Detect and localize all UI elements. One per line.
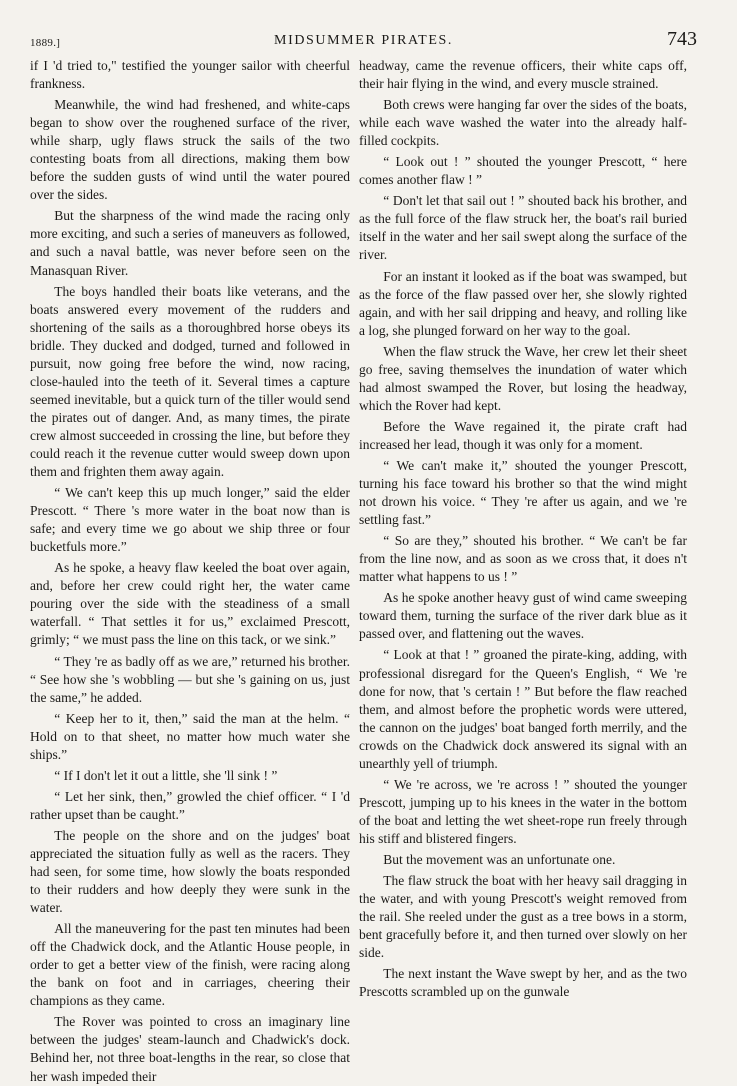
paragraph: “ Let her sink, then,” growled the chief officer. “ I 'd rather upset than be caught.”: [30, 788, 350, 822]
paragraph: Before the Wave regained it, the pirate craft had increased her lead, though it was only for a moment.: [359, 418, 687, 452]
paragraph: “ Don't let that sail out ! ” shouted back his brother, and as the full force of the flaw struck her, the boat's rail buried itself in the water and her sail swept along the surface of the river.: [359, 193, 687, 263]
paragraph: But the sharpness of the wind made the racing only more exciting, and such a series of maneuvers as followed, and such a naval battle, was never before seen on the Manasquan River.: [30, 208, 350, 278]
paragraph: “ If I don't let it out a little, she 'll sink ! ”: [54, 767, 278, 783]
paragraph: “ They 're as badly off as we are,” returned his brother. “ See how she 's wobbling — but she 's gaining on us, just the same,” he added.: [30, 653, 350, 705]
running-header: [30, 30, 697, 56]
paragraph: For an instant it looked as if the boat was swamped, but as the force of the flaw passed over her, she slowly righted again, and with her sail dripping and heavy, and rolling like a log, she plunged forward on her way to the goal.: [359, 268, 687, 338]
paragraph: “ Keep her to it, then,” said the man at the helm. “ Hold on to that sheet, no matter how much water she ships.”: [30, 710, 350, 762]
right-column: [359, 57, 687, 1001]
paragraph: As he spoke another heavy gust of wind came sweeping toward them, turning the surface of the river dark blue as it passed over, and flattening out the waves.: [359, 590, 687, 642]
header-year: 1889.]: [30, 37, 61, 49]
paragraph: When the flaw struck the Wave, her crew let their sheet go free, saving themselves the inundation of water which had almost swamped the Rover, but losing the headway, which the Rover had kept.: [359, 343, 687, 413]
paragraph: Both crews were hanging far over the sides of the boats, while each wave washed the water into the already half-filled cockpits.: [359, 97, 687, 149]
paragraph: The next instant the Wave swept by her, and as the two Prescotts scrambled up on the gunwale: [359, 966, 687, 1000]
paragraph: The flaw struck the boat with her heavy sail dragging in the water, and with young Prescott's weight removed from the rail. She reeled under the gust as a tree bows in a storm, bent gracefully before it, and then turned over slowly on her side.: [359, 873, 687, 961]
paragraph: “ Look at that ! ” groaned the pirate-king, adding, with professional disregard for the Queen's English, “ We 're done for now, that 's certain ! ” But before the flaw reached them, and almost before the prophetic words were uttered, the cannon on the judges' boat banged forth merrily, and the crowds on the Chadwick dock answered its signal with an unearthly yell of triumph.: [359, 647, 687, 771]
paragraph: headway, came the revenue officers, their white caps off, their hair flying in the wind, and every muscle strained.: [359, 58, 687, 92]
paragraph: Meanwhile, the wind had freshened, and white-caps began to show over the roughened surface of the river, while sharp, ugly flaws struck the sails of the two contesting boats from all directions, making them bow before the sudden gusts of wind until the water poured over the sides.: [30, 97, 350, 203]
paragraph: “ Look out ! ” shouted the younger Prescott, “ here comes another flaw ! ”: [359, 154, 687, 188]
paragraph: “ So are they,” shouted his brother. “ We can't be far from the line now, and as soon as we cross that, it does n't matter what happens to us ! ”: [359, 533, 687, 585]
paragraph: “ We can't make it,” shouted the younger Prescott, turning his face toward his brother so that the wind might not drown his voice. “ They 're after us again, and we 're settling fast.”: [359, 457, 687, 528]
paragraph: “ We can't keep this up much longer,” said the elder Prescott. “ There 's more water in the boat now than is safe; and every time we go about we ship three or four bucketfuls more.”: [30, 485, 350, 555]
paragraph: As he spoke, a heavy flaw keeled the boat over again, and, before her crew could right her, the water came pouring over the side with the steadiness of a small waterfall. “ That settles it for us,” exclaimed Prescott, grimly; “ we must pass the line on this tack, or we sink.”: [30, 560, 350, 648]
paragraph: if I 'd tried to," testified the younger sailor with cheerful frankness.: [30, 58, 350, 92]
paragraph: The Rover was pointed to cross an imaginary line between the judges' steam-launch and Chadwick's dock. Behind her, not three boat-lengths in the rear, so close that her wash impeded their: [30, 1014, 350, 1084]
paragraph: The people on the shore and on the judges' boat appreciated the situation fully as well as the racers. They had seen, for some time, how slowly the boats responded to their rudders and how deeply they were sunk in the water.: [30, 827, 350, 916]
paragraph: But the movement was an unfortunate one.: [383, 851, 616, 867]
paragraph: All the maneuvering for the past ten minutes had been off the Chadwick dock, and the Atlantic House people, in order to get a better view of the finish, were racing along the bank on foot and in carriages, cheering their champions as they came.: [30, 921, 350, 1009]
paragraph: The boys handled their boats like veterans, and the boats answered every movement of the rudders and shortening of the sails as a thoroughbred horse obeys its bridle. They ducked and dodged, turned and followed in pursuit, now going free before the wind, now racing, close-hauled into the teeth of it. Several times a capture seemed inevitable, but a quick turn of the tiller would send the pirates out of danger. And, as many times, the pirate crew almost succeeded in crossing the line, but before they could reach it the revenue cutter would sweep down upon them and frighten them away again.: [30, 283, 350, 480]
page-number: 743: [667, 28, 697, 50]
paragraph: “ We 're across, we 're across ! ” shouted the younger Prescott, jumping up to his knees in the water in the bottom of the boat and letting the wet sheet-rope run freely through his stiff and blistered fingers.: [359, 776, 687, 846]
left-column: [30, 57, 350, 1086]
header-title: MIDSUMMER PIRATES.: [274, 33, 453, 48]
